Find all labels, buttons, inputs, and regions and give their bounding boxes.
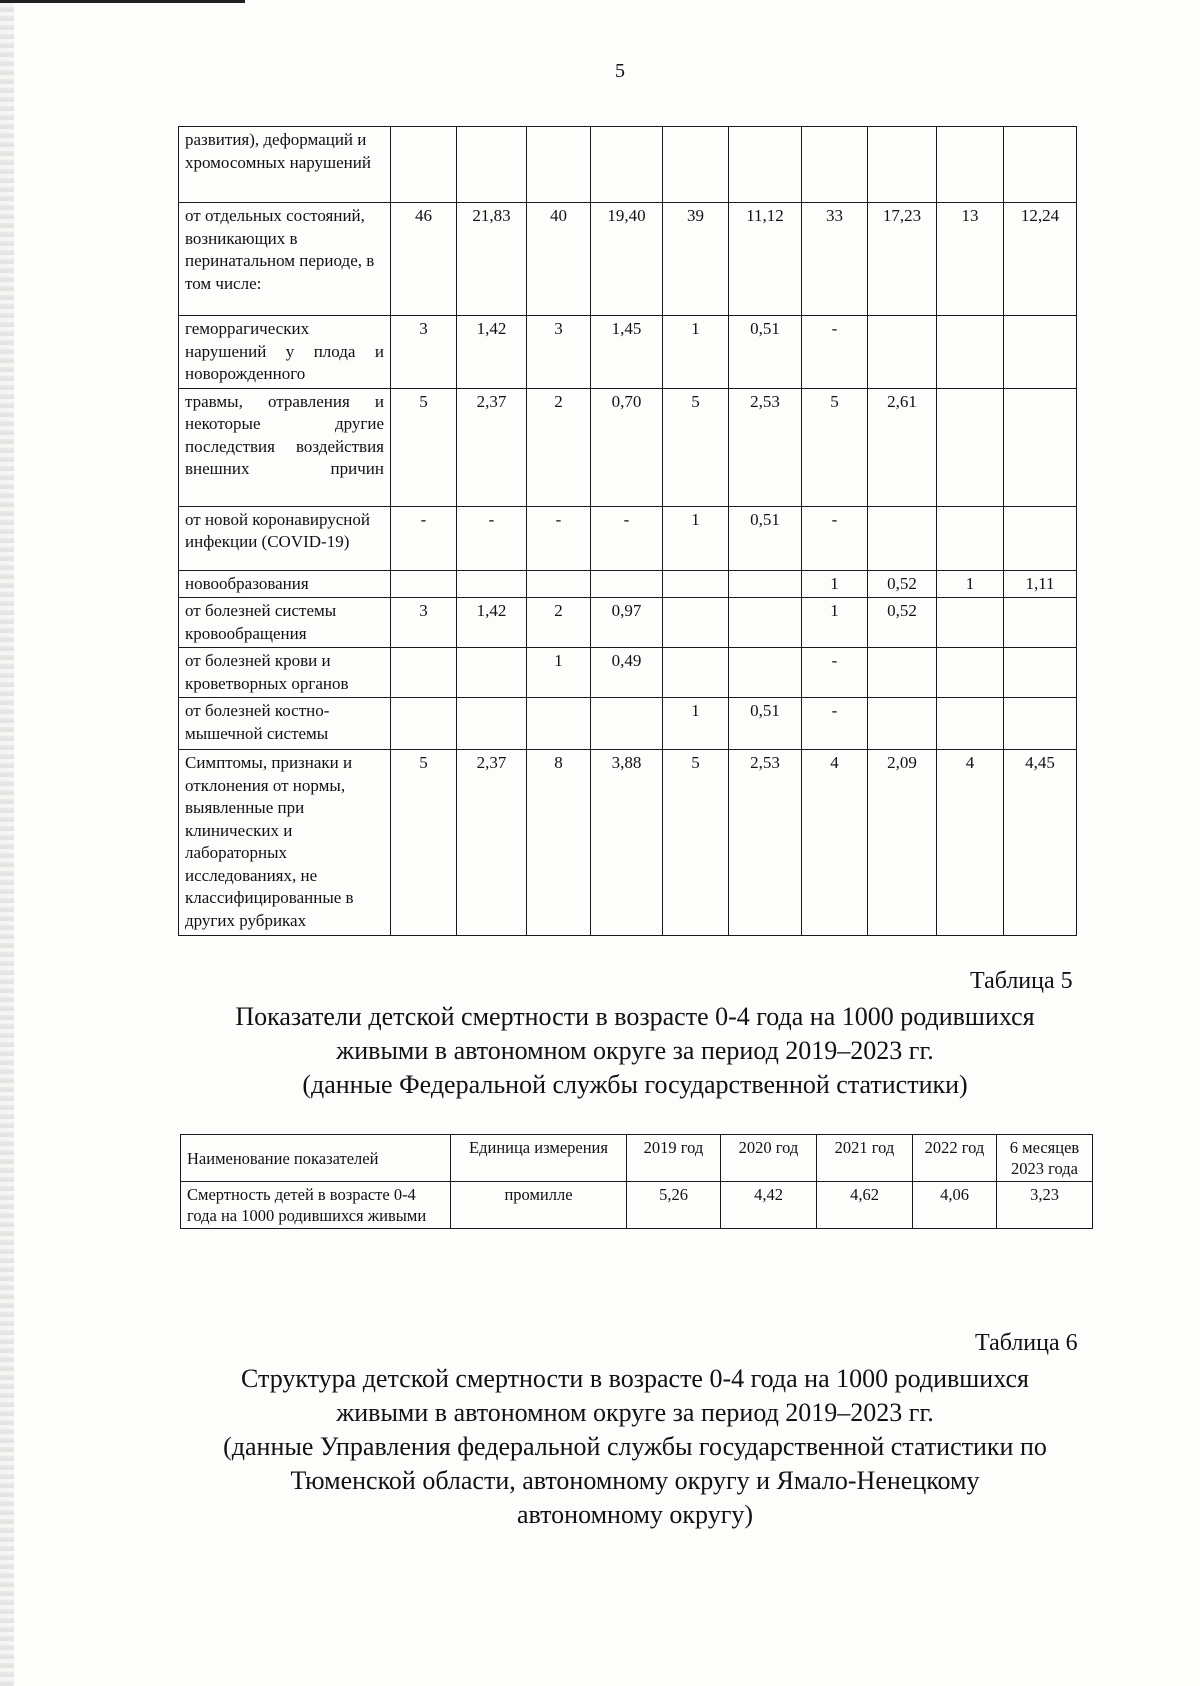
- value-2021: 4,62: [817, 1182, 913, 1229]
- table-cell: [937, 388, 1004, 506]
- table-cell: 3: [391, 316, 457, 389]
- header-2022: 2022 год: [913, 1135, 997, 1182]
- table-cell: 39: [663, 203, 729, 316]
- child-mortality-rate-table: [180, 1134, 1093, 1229]
- table-cell: 2,37: [457, 750, 527, 936]
- mortality-causes-table-body: [179, 127, 1077, 936]
- indicator-name: Смертность детей в возрасте 0-4 года на 1000 родившихся живыми: [181, 1182, 451, 1229]
- table-cell: [937, 127, 1004, 203]
- table-cell: 2,53: [729, 388, 802, 506]
- table-cell: -: [802, 698, 868, 750]
- header-2023-6-months: 6 месяцев 2023 года: [997, 1135, 1093, 1182]
- table-row: [179, 506, 1077, 570]
- table-cell: 2,09: [868, 750, 937, 936]
- table-cell: 0,51: [729, 316, 802, 389]
- value-2019: 5,26: [627, 1182, 721, 1229]
- table-row: [179, 316, 1077, 389]
- table-cell: 13: [937, 203, 1004, 316]
- table-cell: [663, 570, 729, 598]
- table-cell: [868, 127, 937, 203]
- value-2022: 4,06: [913, 1182, 997, 1229]
- table-cell: [937, 598, 1004, 648]
- table-cell: -: [591, 506, 663, 570]
- table-cell: [527, 127, 591, 203]
- table-cell: 0,52: [868, 598, 937, 648]
- table-cell: 1,45: [591, 316, 663, 389]
- table5-title-line2: живыми в автономном округе за период 2019–2023 гг.: [336, 1036, 934, 1065]
- table-cell: 0,49: [591, 648, 663, 698]
- table-cell: [391, 127, 457, 203]
- table-cell: [1004, 506, 1077, 570]
- row-label: от новой коронавирусной инфекции (COVID-19): [179, 506, 391, 570]
- table-cell: [802, 127, 868, 203]
- top-rule: [0, 0, 245, 3]
- table-cell: -: [802, 316, 868, 389]
- table-cell: 0,52: [868, 570, 937, 598]
- table-row: [179, 127, 1077, 203]
- table-cell: [1004, 598, 1077, 648]
- table-cell: [868, 316, 937, 389]
- table-cell: 4: [802, 750, 868, 936]
- table-cell: [663, 127, 729, 203]
- table-cell: [457, 127, 527, 203]
- table-cell: [391, 570, 457, 598]
- table6-title-line3: (данные Управления федеральной службы государственной статистики по: [223, 1432, 1047, 1461]
- table-cell: [937, 316, 1004, 389]
- table-cell: [729, 648, 802, 698]
- table-cell: [1004, 388, 1077, 506]
- table-cell: 1: [937, 570, 1004, 598]
- table-cell: 1: [802, 570, 868, 598]
- table-row: [179, 598, 1077, 648]
- table-row: [179, 570, 1077, 598]
- table6-number: Таблица 6: [975, 1330, 1078, 1356]
- table5-number: Таблица 5: [970, 968, 1073, 994]
- table-cell: -: [457, 506, 527, 570]
- table-cell: 19,40: [591, 203, 663, 316]
- table-cell: [457, 698, 527, 750]
- table-cell: [663, 648, 729, 698]
- table5-title-line1: Показатели детской смертности в возрасте 0-4 года на 1000 родившихся: [235, 1002, 1035, 1031]
- table-cell: 1: [527, 648, 591, 698]
- table-cell: [937, 698, 1004, 750]
- table-cell: -: [391, 506, 457, 570]
- table-cell: [391, 648, 457, 698]
- table-cell: -: [802, 648, 868, 698]
- table-cell: 40: [527, 203, 591, 316]
- table-row: [179, 203, 1077, 316]
- table-cell: [729, 127, 802, 203]
- table-cell: [868, 648, 937, 698]
- table-cell: [868, 698, 937, 750]
- table-cell: 2,53: [729, 750, 802, 936]
- table-cell: 2,37: [457, 388, 527, 506]
- table-cell: 5: [802, 388, 868, 506]
- table-cell: [729, 598, 802, 648]
- table-cell: 1,42: [457, 598, 527, 648]
- table-row: [179, 750, 1077, 936]
- table-cell: [1004, 316, 1077, 389]
- table-cell: 4: [937, 750, 1004, 936]
- table-cell: 2: [527, 598, 591, 648]
- table-cell: 1: [663, 316, 729, 389]
- table-cell: 11,12: [729, 203, 802, 316]
- table-cell: 4,45: [1004, 750, 1077, 936]
- page-number: 5: [615, 60, 625, 82]
- table-cell: 8: [527, 750, 591, 936]
- table-cell: 17,23: [868, 203, 937, 316]
- table-cell: [1004, 698, 1077, 750]
- table-cell: 1: [663, 506, 729, 570]
- table-cell: -: [527, 506, 591, 570]
- table-cell: 0,51: [729, 506, 802, 570]
- table-cell: 1: [802, 598, 868, 648]
- header-unit: Единица измерения: [451, 1135, 627, 1182]
- table-cell: 5: [391, 750, 457, 936]
- table-cell: 46: [391, 203, 457, 316]
- row-label: развития), деформаций и хромосомных нарушений: [179, 127, 391, 203]
- table-cell: [527, 570, 591, 598]
- table6-title-line2: живыми в автономном округе за период 2019–2023 гг.: [336, 1398, 934, 1427]
- row-label: от болезней крови и кроветворных органов: [179, 648, 391, 698]
- value-2023-6-months: 3,23: [997, 1182, 1093, 1229]
- table-cell: 1,11: [1004, 570, 1077, 598]
- table-row: [179, 388, 1077, 506]
- table-cell: 5: [663, 750, 729, 936]
- table-cell: 1: [663, 698, 729, 750]
- table-cell: [591, 698, 663, 750]
- header-2021: 2021 год: [817, 1135, 913, 1182]
- table-cell: [457, 648, 527, 698]
- row-label: от отдельных состояний, возникающих в перинатальном периоде, в том числе:: [179, 203, 391, 316]
- table-cell: 0,70: [591, 388, 663, 506]
- table-cell: [1004, 127, 1077, 203]
- table6-title-line5: автономному округу): [516, 1500, 754, 1529]
- table-cell: 3: [391, 598, 457, 648]
- table-cell: [527, 698, 591, 750]
- table-cell: [591, 127, 663, 203]
- table5-data-row: [181, 1182, 1093, 1229]
- table-cell: 3: [527, 316, 591, 389]
- table-cell: [868, 506, 937, 570]
- table6-title-line4: Тюменской области, автономному округу и Ямало-Ненецкому: [290, 1466, 980, 1495]
- table-cell: 2,61: [868, 388, 937, 506]
- header-2019: 2019 год: [627, 1135, 721, 1182]
- table6-title-line1: Структура детской смертности в возрасте 0-4 года на 1000 родившихся: [241, 1364, 1029, 1393]
- row-label: травмы, отравления и некоторые другие последствия воздействия внешних причин: [179, 388, 391, 506]
- row-label: от болезней костно-мышечной системы: [179, 698, 391, 750]
- row-label: от болезней системы кровообращения: [179, 598, 391, 648]
- table-cell: 0,51: [729, 698, 802, 750]
- table-cell: [1004, 648, 1077, 698]
- table-cell: 12,24: [1004, 203, 1077, 316]
- table-row: [179, 698, 1077, 750]
- table-cell: [591, 570, 663, 598]
- mortality-causes-table: [178, 126, 1077, 936]
- table-row: [179, 648, 1077, 698]
- row-label: новообразования: [179, 570, 391, 598]
- table-cell: 5: [391, 388, 457, 506]
- table-cell: [457, 570, 527, 598]
- table-cell: [937, 506, 1004, 570]
- value-2020: 4,42: [721, 1182, 817, 1229]
- table-cell: 33: [802, 203, 868, 316]
- indicator-unit: промилле: [451, 1182, 627, 1229]
- table-cell: 2: [527, 388, 591, 506]
- header-2020: 2020 год: [721, 1135, 817, 1182]
- header-indicator-name: Наименование показателей: [181, 1135, 451, 1182]
- table-cell: -: [802, 506, 868, 570]
- table-cell: 1,42: [457, 316, 527, 389]
- table-cell: [937, 648, 1004, 698]
- table-cell: 5: [663, 388, 729, 506]
- table-cell: 21,83: [457, 203, 527, 316]
- row-label: геморрагических нарушений у плода и новорожденного: [179, 316, 391, 389]
- table-cell: 0,97: [591, 598, 663, 648]
- table-cell: [729, 570, 802, 598]
- table5-header-row: [181, 1135, 1093, 1182]
- table-cell: [391, 698, 457, 750]
- row-label: Симптомы, признаки и отклонения от нормы, выявленные при клинических и лабораторных исследованиях, не классифицированные в других рубриках: [179, 750, 391, 936]
- table5-title-line3: (данные Федеральной службы государственной статистики): [302, 1070, 968, 1099]
- table-cell: [663, 598, 729, 648]
- table-cell: 3,88: [591, 750, 663, 936]
